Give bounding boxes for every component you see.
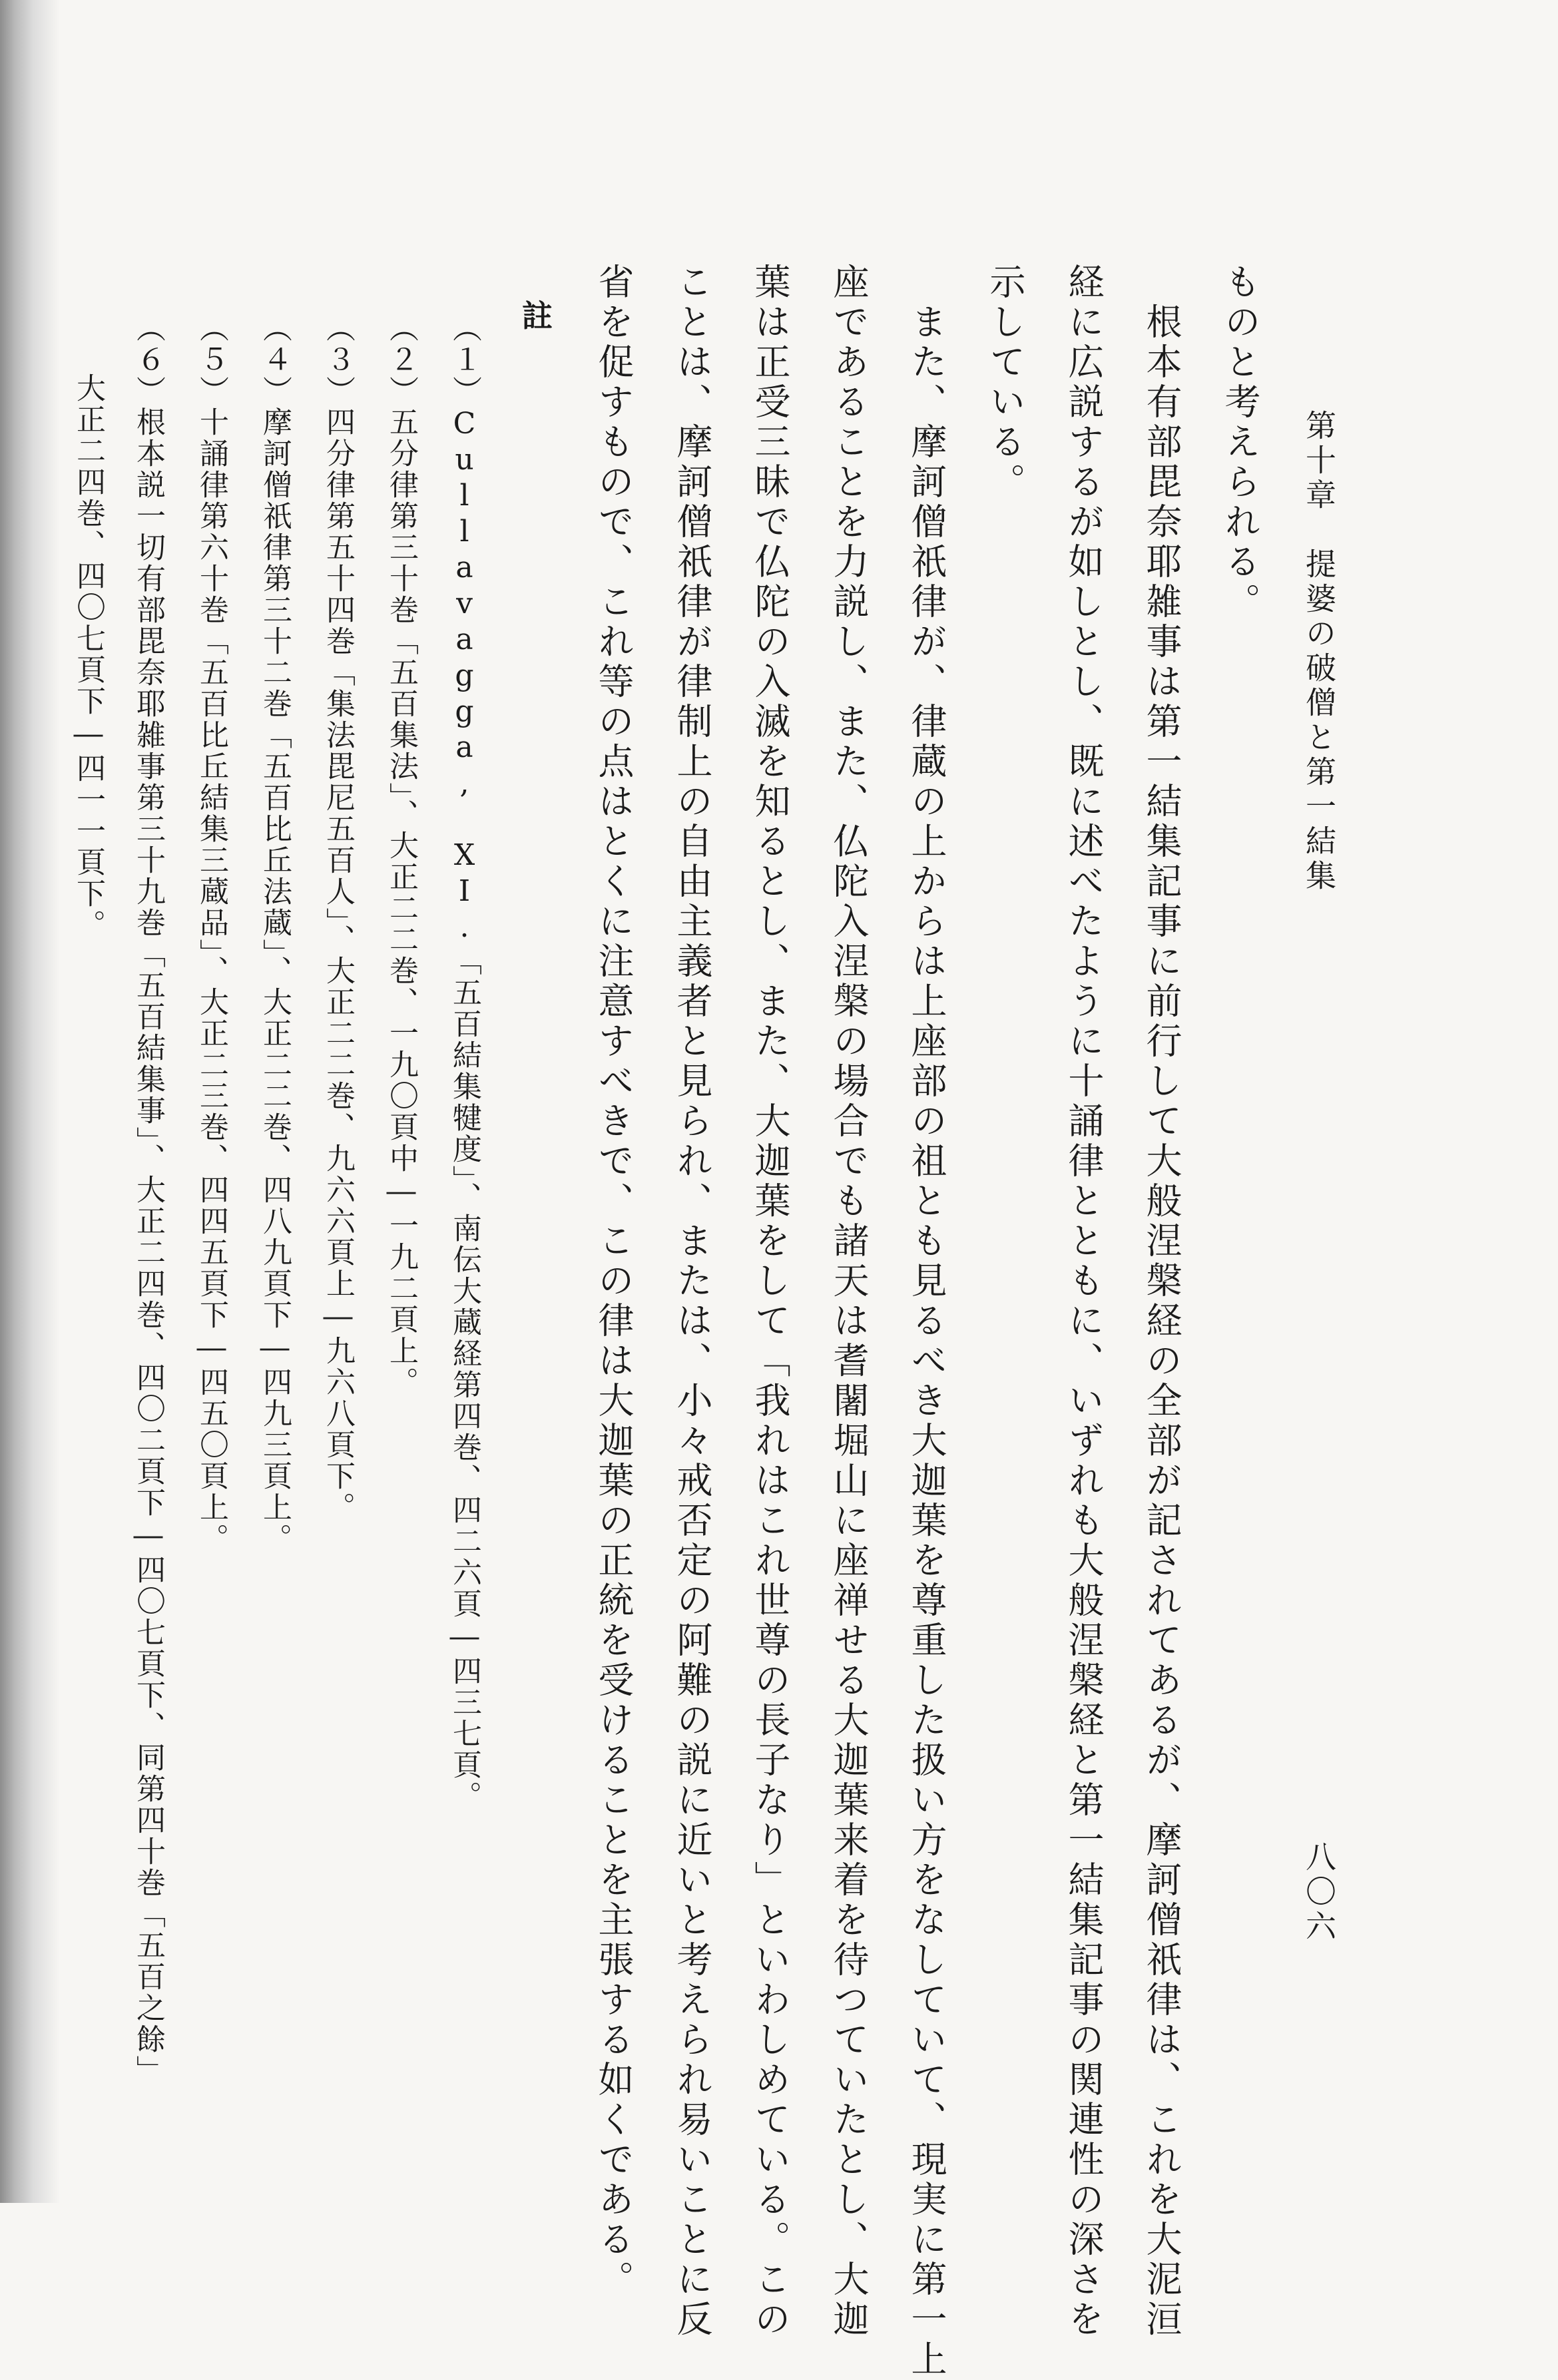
body-line: 経に広説するが如しとし、既に述べたように十誦律とともに、いずれも大般涅槃経と第一結集記事の関連性の深さを (1063, 263, 1105, 2340)
running-title: 第十章 提婆の破僧と第一結集 (1301, 409, 1337, 894)
note-number: （６） (131, 313, 165, 407)
note-item (258, 313, 292, 1554)
notes-label: 註 (517, 300, 553, 330)
note-item (321, 313, 355, 1523)
body-line: ものと考えられる。 (1219, 263, 1261, 622)
body-line: また、摩訶僧祇律が、律蔵の上からは上座部の祖とも見るべき大迦葉を尊重した扱い方をなしていて、現実に第一上 (906, 263, 947, 2380)
note-text: 摩訶僧祇律第三十二巻「五百比丘法蔵」、大正二二巻、四八九頁下―四九三頁上。 (258, 407, 292, 1554)
scan-binding-shadow (0, 0, 60, 2203)
note-number: （２） (384, 313, 418, 407)
note-number: （４） (258, 313, 292, 407)
note-item (449, 313, 479, 1812)
note-number: （１） (447, 313, 481, 407)
body-line: 根本有部毘奈耶雑事は第一結集記事に前行して大般涅槃経の全部が記されてあるが、摩訶僧祇律は、これを大泥洹 (1141, 263, 1182, 2340)
note-number: （３） (321, 313, 355, 407)
note-item (131, 313, 165, 2086)
note-text: 四分律第五十四巻「集法毘尼五百人」、大正二二巻、九六六頁上―九六八頁下。 (321, 407, 355, 1523)
body-line: 示している。 (984, 263, 1026, 503)
note-text: 五分律第三十巻「五百集法」、大正二二巻、一九〇頁中―一九二頁上。 (384, 407, 418, 1398)
note-number: （５） (194, 313, 228, 407)
body-line: 座であることを力説し、また、仏陀入涅槃の場合でも諸天は耆闍堀山に座禅せる大迦葉来着を待つていたとし、大迦 (828, 263, 870, 2340)
note-text: Cullavagga, XI.「五百結集犍度」、南伝大蔵経第四巻、四二六頁―四三七頁。 (447, 407, 481, 1812)
body-line: ことは、摩訶僧祇律が律制上の自由主義者と見られ、または、小々戒否定の阿難の説に近いと考えられ易いことに反 (671, 263, 713, 2340)
note-text: 根本説一切有部毘奈耶雑事第三十九巻「五百結集事」、大正二四巻、四〇二頁下―四〇七頁下、同第四十巻「五百之餘」 (131, 407, 165, 2086)
page-number: 八〇六 (1301, 1841, 1337, 1945)
note-item (384, 313, 418, 1398)
body-line: 葉は正受三昧で仏陀の入滅を知るとし、また、大迦葉をして「我れはこれ世尊の長子なり」といわしめている。この (749, 263, 791, 2340)
note-text: 十誦律第六十巻「五百比丘結集三蔵品」、大正二三巻、四四五頁下―四五〇頁上。 (194, 407, 228, 1554)
note-item (196, 313, 226, 1554)
note-continuation: 大正二四巻、四〇七頁下―四一一頁下。 (71, 373, 105, 941)
body-line: 省を促すもので、これ等の点はとくに注意すべきで、この律は大迦葉の正統を受けることを主張する如くである。 (593, 263, 635, 2300)
